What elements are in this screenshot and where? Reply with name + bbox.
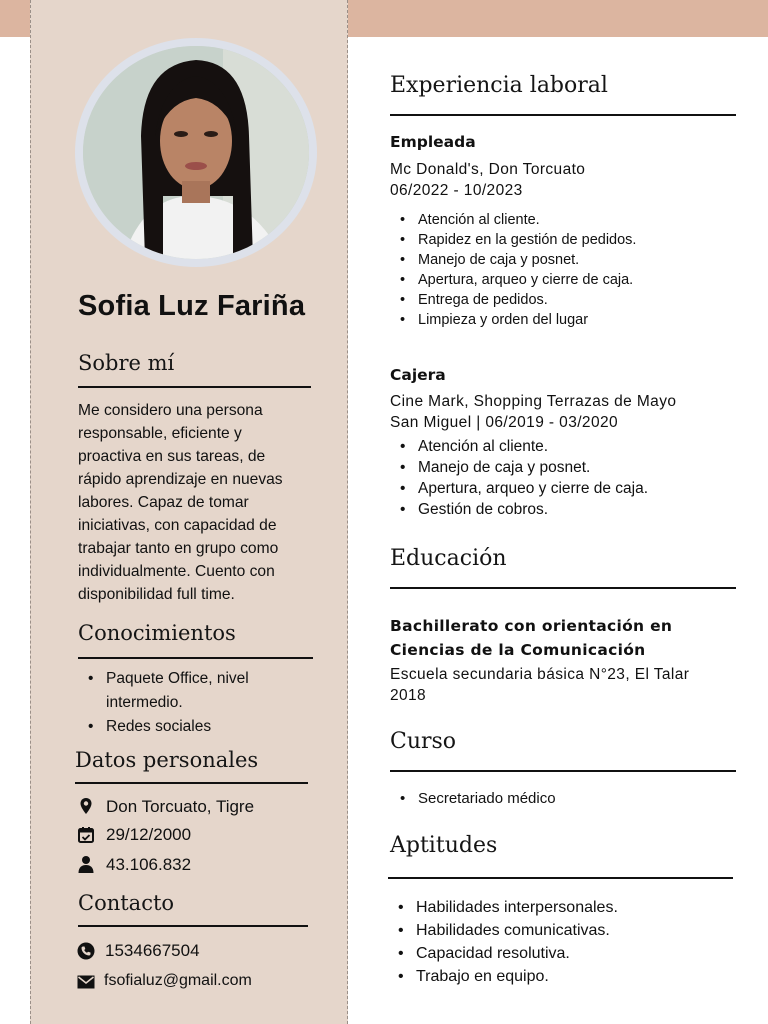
job-details	[390, 159, 585, 201]
education-degree	[390, 614, 672, 662]
about-line: disponibilidad full time.	[78, 586, 235, 603]
about-line: iniciativas, con capacidad de	[78, 517, 277, 534]
about-divider	[78, 386, 311, 388]
profile-photo	[83, 46, 309, 259]
education-divider	[390, 587, 736, 589]
contact-divider	[78, 925, 308, 927]
graduation-year: 2018	[390, 687, 427, 704]
skill-line: • Redes sociales	[106, 718, 212, 735]
about-heading: Sobre mí	[78, 351, 175, 375]
degree-line: Bachillerato con orientación en	[390, 617, 673, 635]
phone-text: 1534667504	[105, 941, 200, 960]
experience-divider	[390, 114, 736, 116]
aptitudes-divider	[388, 877, 733, 879]
location-pin-icon	[77, 797, 95, 815]
list-item: • Capacidad resolutiva.	[388, 942, 618, 965]
about-line: individualmente. Cuento con	[78, 563, 275, 580]
degree-line: Ciencias de la Comunicación	[390, 641, 646, 659]
about-line: proactiva en sus tareas, de	[78, 448, 266, 465]
list-item	[78, 715, 249, 739]
about-line: Me considero una persona	[78, 402, 263, 419]
about-line: trabajar tanto en grupo como	[78, 540, 279, 557]
job-dates: 06/2022 - 10/2023	[390, 182, 523, 199]
email-icon	[77, 975, 95, 989]
id-number-text: 43.106.832	[106, 855, 192, 874]
personal-heading: Datos personales	[75, 748, 259, 772]
about-line: responsable, eficiente y	[78, 425, 242, 442]
skills-list	[78, 667, 249, 739]
list-item	[78, 667, 249, 715]
candidate-name: Sofia Luz Fariña	[78, 290, 306, 322]
about-line: labores. Capaz de tomar	[78, 494, 249, 511]
aptitudes-list	[388, 896, 618, 988]
course-heading: Curso	[390, 729, 457, 754]
contact-heading: Contacto	[78, 891, 175, 915]
job-place: Mc Donald's, Don Torcuato	[390, 161, 586, 178]
skills-heading: Conocimientos	[78, 621, 236, 645]
personal-divider	[75, 782, 308, 784]
profile-photo-ring	[75, 38, 317, 267]
list-item: • Limpieza y orden del lugar	[390, 310, 636, 330]
list-item: • Apertura, arqueo y cierre de caja.	[390, 270, 636, 290]
skill-line: • Paquete Office, nivel	[106, 670, 249, 687]
course-divider	[390, 770, 736, 772]
list-item: • Gestión de cobros.	[390, 499, 648, 520]
skills-divider	[78, 657, 313, 659]
job-tasks	[390, 210, 636, 330]
list-item: • Rapidez en la gestión de pedidos.	[390, 230, 636, 250]
job-tasks	[390, 436, 648, 520]
list-item: • Entrega de pedidos.	[390, 290, 636, 310]
job-place: Cine Mark, Shopping Terrazas de Mayo	[390, 393, 677, 410]
list-item: • Habilidades comunicativas.	[388, 919, 618, 942]
email-text: fsofialuz@gmail.com	[104, 972, 252, 989]
list-item: • Atención al cliente.	[390, 436, 648, 457]
education-heading: Educación	[390, 546, 507, 571]
list-item: • Apertura, arqueo y cierre de caja.	[390, 478, 648, 499]
course-list	[390, 788, 556, 809]
job-dates: San Miguel | 06/2019 - 03/2020	[390, 414, 619, 431]
experience-heading: Experiencia laboral	[390, 73, 608, 98]
person-icon	[77, 855, 95, 873]
list-item: • Trabajo en equipo.	[388, 965, 618, 988]
job-details	[390, 391, 676, 433]
school-name: Escuela secundaria básica N°23, El Talar	[390, 666, 690, 683]
aptitudes-heading: Aptitudes	[390, 833, 498, 858]
about-line: rápido aprendizaje en nuevas	[78, 471, 283, 488]
job-title: Empleada	[390, 133, 476, 151]
job-title: Cajera	[390, 366, 446, 384]
list-item: • Habilidades interpersonales.	[388, 896, 618, 919]
birthdate-text: 29/12/2000	[106, 825, 192, 844]
skill-line: intermedio.	[106, 694, 183, 711]
list-item: • Manejo de caja y posnet.	[390, 457, 648, 478]
phone-icon	[77, 942, 95, 960]
profile-photo-illustration	[83, 46, 309, 259]
calendar-icon	[77, 826, 95, 844]
list-item: • Secretariado médico	[390, 788, 556, 809]
education-school	[390, 664, 689, 706]
location-text: Don Torcuato, Tigre	[106, 797, 255, 816]
about-text	[78, 399, 283, 606]
list-item: • Manejo de caja y posnet.	[390, 250, 636, 270]
list-item: • Atención al cliente.	[390, 210, 636, 230]
